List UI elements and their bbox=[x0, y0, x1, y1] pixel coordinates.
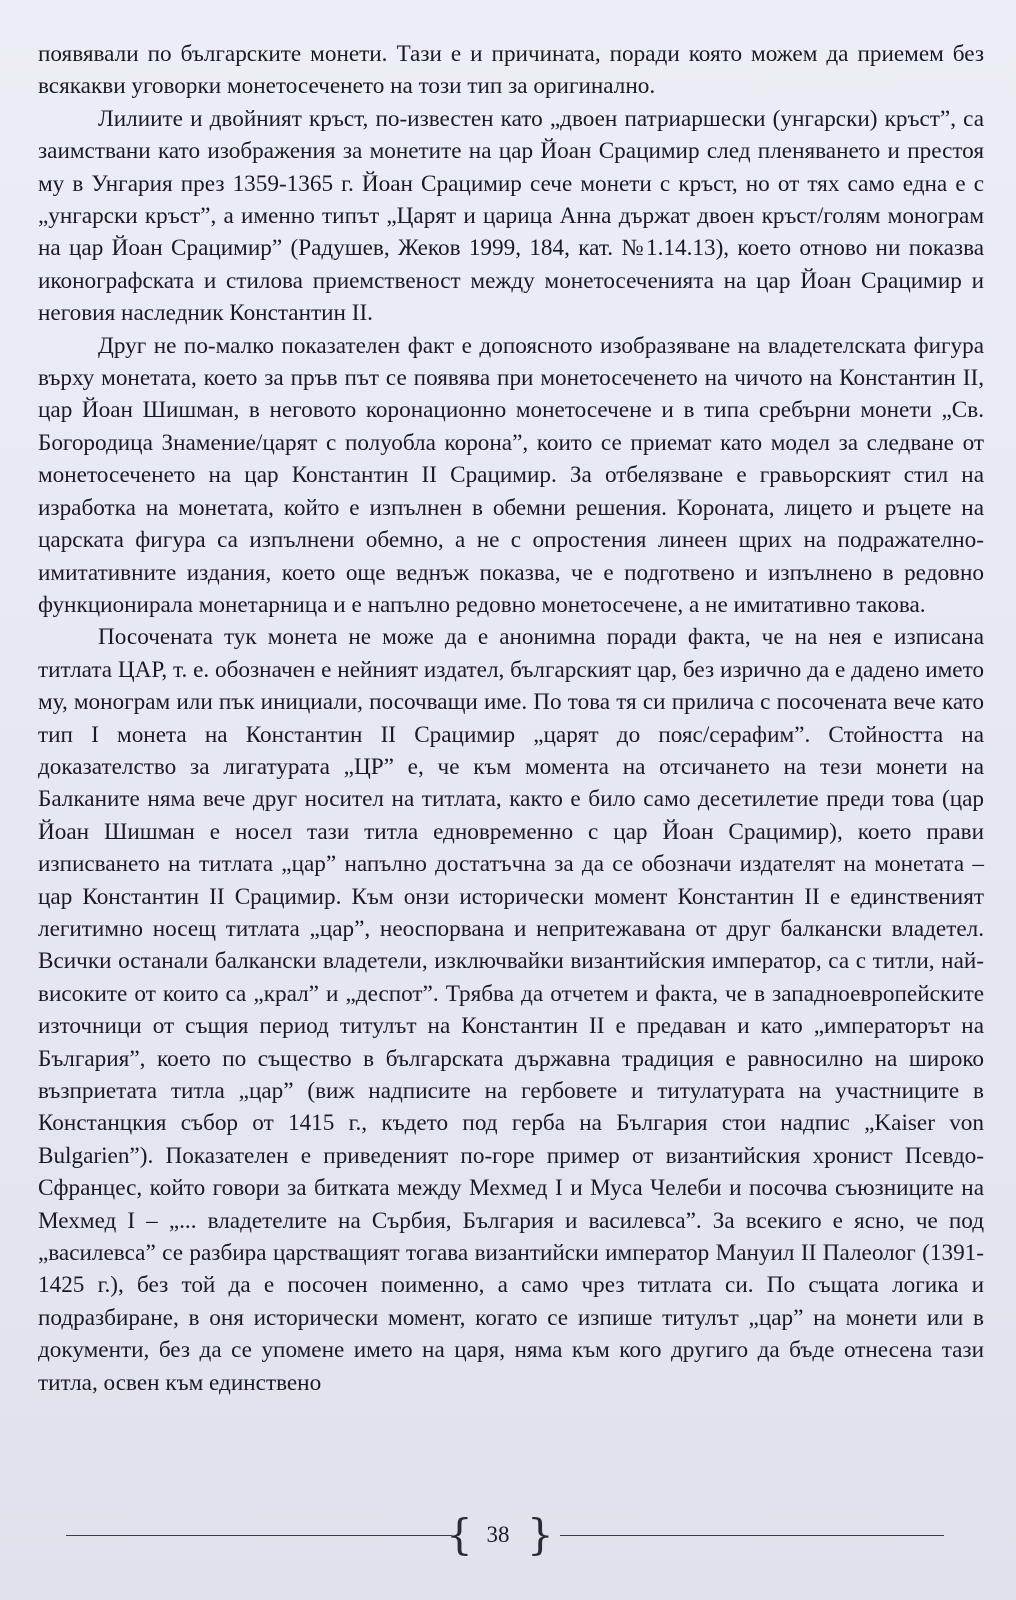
paragraph-ruler-figure: Друг не по-малко показателен факт е допоясното изобразяване на владетелската фигура върху монетата, което за пръв път се появява при монетосеченето на чичото на Константин II, цар Йоан Шишман, в неговото коронационно монетосечене и в типа сребърни монети „Св. Богородица Знамение/царят с полуобла корона”, които се приемат като модел за следване от монетосеченето на цар Константин II Срацимир. За отбелязване е гравьорският стил на изработка на монетата, който е изпълнен в обемни решения. Короната, лицето и ръцете на царската фигура са изпълнени обемно, а не с опростения линеен щрих на подражателно-имитативните издания, което още веднъж показва, че е подготвено и изпълнено в редовно функционирала монетарница и е напълно редовно монетосечене, а не имитативно такова. bbox=[38, 332, 984, 618]
page-number: 38 bbox=[486, 1522, 510, 1547]
footer-brace-right: } bbox=[527, 1510, 554, 1559]
footer-rule-left bbox=[66, 1535, 452, 1536]
page-footer bbox=[0, 1510, 1016, 1560]
paragraph-title-tsar: Посочената тук монета не може да е анонимна поради факта, че на нея е изписана титлата ЦАР, т. е. обозначен е нейният издател, българският цар, без изрично да е дадено името му, монограм или пък инициали, посочващи име. По това тя си прилича с посочената вече като тип I монета на Константин II Срацимир „царят до пояс/серафим”. Стойността на доказателство за лигатурата „ЦР” е, че към момента на отсичането на тези монети на Балканите няма вече друг носител на титлата, както е било само десетилетие преди това (цар Йоан Шишман е носел тази титла едновременно с цар Йоан Срацимир), което прави изписването на титлата „цар” напълно достатъчна за да се обозначи издателят на монетата – цар Константин II Срацимир. Към онзи исторически момент Константин II е единственият легитимно носещ титлата „цар”, неоспорвана и непритежавана от друг балкански владетел. Всички останали балкански владетели, изключвайки византийския император, са с титли, най-високите от които са „крал” и „деспот”. Трябва да отчетем и факта, че в западноевропейските източници от същия период титулът на Константин II е предаван и като „императорът на България”, което по същество в българската държавна традиция е равносилно на широко възприетата титла „цар” (виж надписите на гербовете и титулатурата на участниците в Констанцкия събор от 1415 г., където под герба на България стои надпис „Kaiser von Bulgarien”). Показателен е приведеният по-горе пример от византийския хронист Псевдо-Сфранцес, който говори за битката между Мехмед I и Муса Челеби и посочва съюзниците на Мехмед I – „... владетелите на Сърбия, България и василевса”. За всекиго е ясно, че под „василевса” се разбира царстващият тогава византийски император Мануил II Палеолог (1391-1425 г.), без той да е посочен поименно, а само чрез титлата си. По същата логика и подразбиране, в оня исторически момент, когато се изпише титулът „цар” на монети или в документи, без да се упомене името на царя, няма към кого другиго да бъде отнесена тази титла, освен към единствено bbox=[38, 624, 984, 1396]
paragraph-continuation: появявали по българските монети. Тази е и причината, поради която можем да приемем без всякакви уговорки монетосеченето на този тип за оригинално. bbox=[38, 41, 984, 100]
paragraph-lilies-cross: Лилиите и двойният кръст, по-известен като „двоен патриаршески (унгарски) кръст”, са заимствани като изображения за монетите на цар Йоан Срацимир след пленяването и престоя му в Унгария през 1359-1365 г. Йоан Срацимир сече монети с кръст, но от тях само една е с „унгарски кръст”, а именно типът „Царят и царица Анна държат двоен кръст/голям монограм на цар Йоан Срацимир” (Радушев, Жеков 1999, 184, кат. №1.14.13), което отново ни показва иконографската и стилова приемственост между монетосеченията на цар Йоан Срацимир и неговия наследник Константин II. bbox=[38, 105, 984, 327]
body-text bbox=[38, 38, 984, 1399]
footer-brace-left: { bbox=[446, 1510, 473, 1559]
footer-rule-right bbox=[560, 1535, 944, 1536]
